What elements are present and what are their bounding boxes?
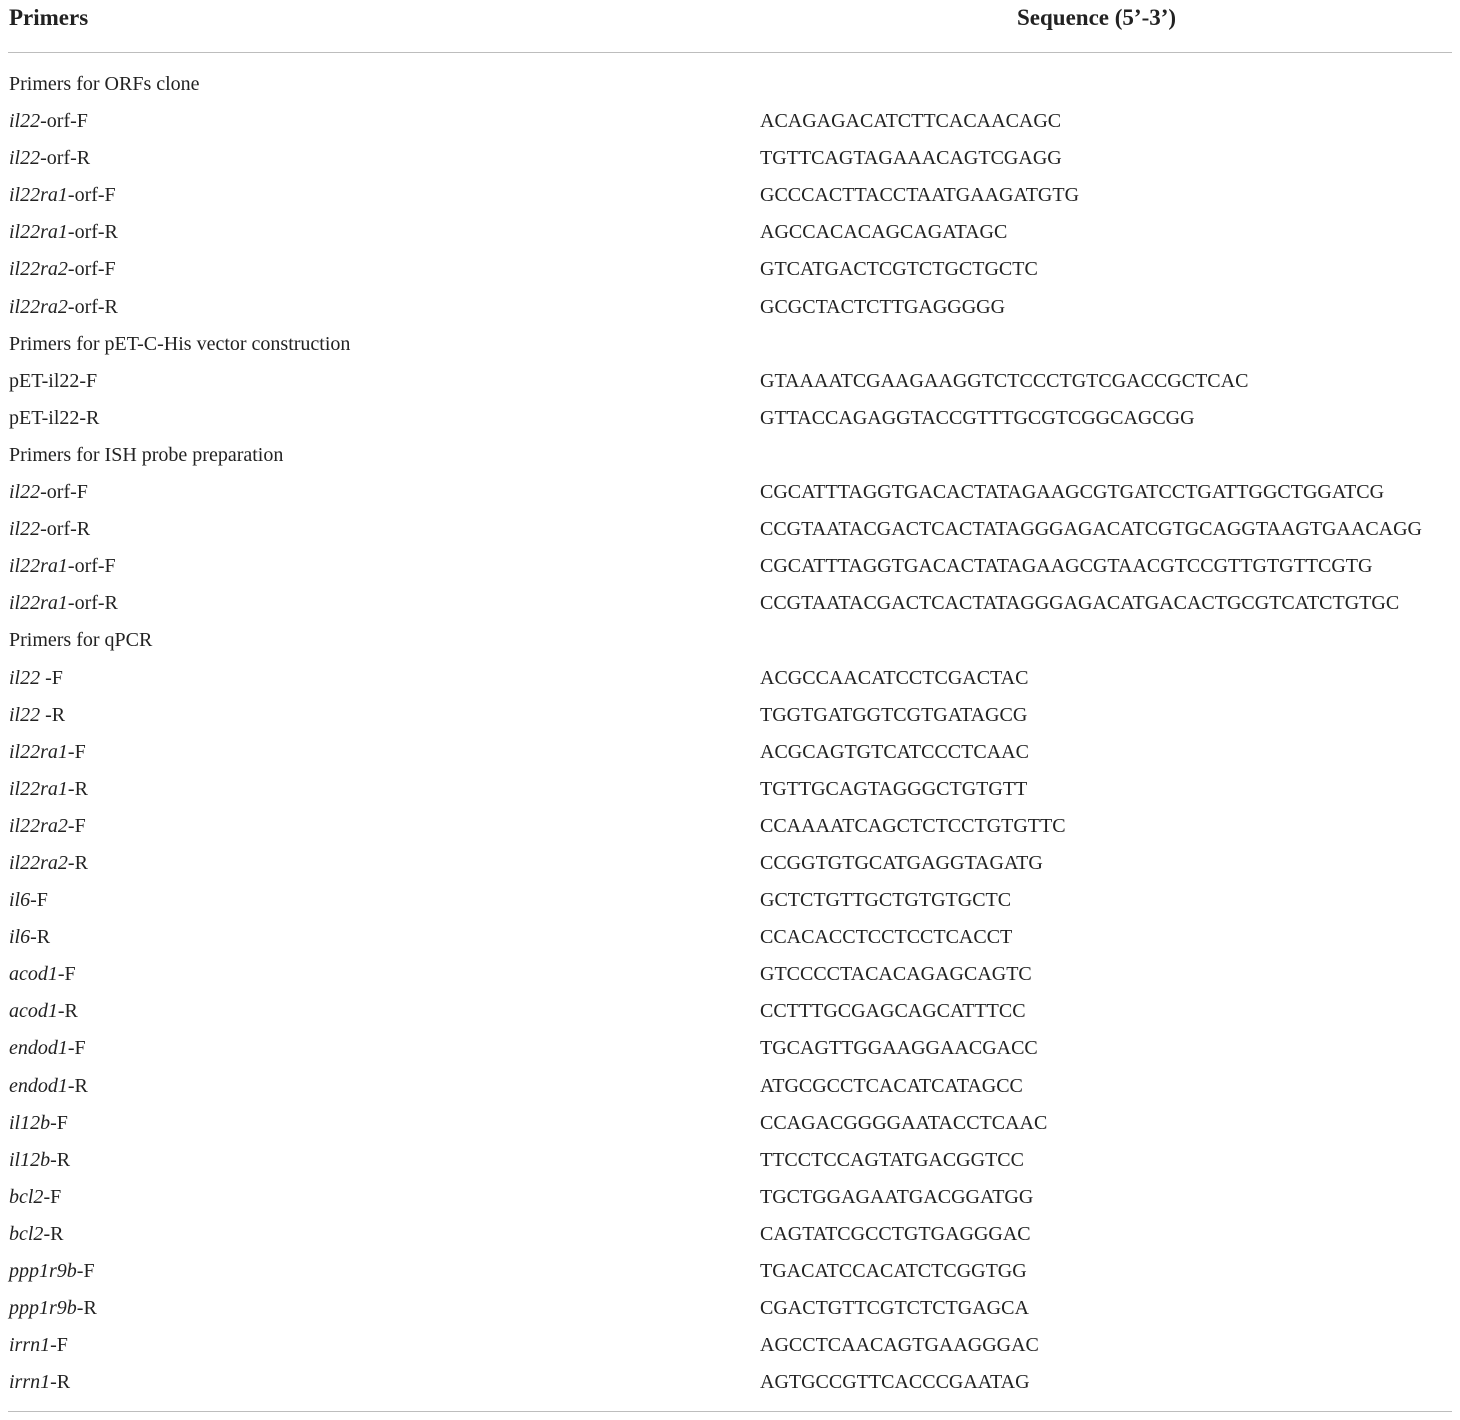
gene-symbol: il22ra2 [9, 814, 68, 837]
primer-name [9, 734, 86, 771]
section-label: Primers for ORFs clone [9, 73, 200, 95]
primer-sequence: ACGCAGTGTCATCCCTCAAC [760, 740, 1029, 763]
primer-name [9, 919, 50, 956]
gene-symbol: endod1 [9, 1074, 68, 1097]
primer-name [9, 845, 88, 882]
gene-symbol: ppp1r9b [9, 1297, 77, 1320]
primer-sequence: GCCCACTTACCTAATGAAGATGTG [760, 184, 1080, 207]
table-row [0, 548, 1460, 585]
primer-suffix: pET-il22-R [9, 406, 100, 429]
primer-sequence: TGACATCCACATCTCGGTGG [760, 1260, 1027, 1282]
primer-suffix: -R [50, 1371, 71, 1394]
section-label: Primers for qPCR [9, 629, 153, 652]
primer-suffix: -orf-F [40, 110, 88, 133]
primer-suffix: -R [67, 1074, 88, 1097]
gene-symbol: acod1 [9, 1000, 58, 1023]
gene-symbol: irrn1 [9, 1334, 51, 1357]
column-header-primers: Primers [9, 5, 89, 30]
primer-sequence: CCGGTGTGCATGAGGTAGATG [760, 851, 1043, 874]
gene-symbol: il22ra2 [9, 851, 68, 874]
primer-suffix: -F [43, 1185, 62, 1208]
section-row [0, 437, 1460, 474]
primer-suffix: -F [67, 814, 86, 837]
primer-name [9, 548, 116, 585]
table-row [0, 1030, 1460, 1067]
table-row [0, 771, 1460, 808]
primer-sequence: CCAGACGGGGAATACCTCAAC [760, 1111, 1048, 1134]
primer-suffix: -R [76, 1297, 97, 1320]
primer-suffix: -orf-R [67, 295, 118, 318]
gene-symbol: il22ra2 [9, 295, 68, 318]
table-row [0, 103, 1460, 140]
primer-name [9, 511, 90, 548]
table-row [0, 363, 1460, 400]
primer-suffix: -orf-R [40, 518, 91, 541]
table-row [0, 882, 1460, 919]
primer-name [9, 1364, 70, 1401]
primer-sequence: ACAGAGACATCTTCACAACAGC [760, 110, 1062, 133]
gene-symbol: il22ra1 [9, 221, 68, 244]
primer-name [9, 1142, 70, 1179]
gene-symbol: il22ra1 [9, 592, 68, 615]
primer-suffix: -R [50, 1148, 71, 1171]
table-row [0, 1253, 1460, 1290]
primer-name [9, 882, 48, 919]
primer-sequence: GCTCTGTTGCTGTGTGCTC [760, 889, 1012, 912]
primer-suffix: -R [30, 926, 51, 949]
primer-name [9, 1253, 95, 1290]
table-row [0, 1105, 1460, 1142]
primer-sequence: ATGCGCCTCACATCATAGCC [760, 1074, 1023, 1097]
table-row [0, 1068, 1460, 1105]
primer-name [9, 140, 90, 177]
primer-suffix: -R [57, 1000, 78, 1023]
primer-name [9, 1068, 88, 1105]
primer-name [9, 400, 99, 437]
gene-symbol: endod1 [9, 1037, 68, 1060]
primer-suffix: -R [40, 703, 66, 726]
table-row [0, 214, 1460, 251]
primer-suffix: -R [43, 1222, 64, 1245]
primer-sequence: CGCATTTAGGTGACACTATAGAAGCGTGATCCTGATTGGCTGGATCG [760, 481, 1385, 504]
gene-symbol: bcl2 [9, 1185, 44, 1208]
table-row [0, 808, 1460, 845]
gene-symbol: il6 [9, 889, 31, 912]
primer-suffix: -orf-F [67, 258, 116, 281]
section-row [0, 622, 1460, 659]
primer-sequence: TGCAGTTGGAAGGAACGACC [760, 1037, 1038, 1060]
primer-suffix: -orf-R [40, 147, 91, 170]
table-body [0, 53, 1460, 1401]
table-row [0, 1364, 1460, 1401]
primer-suffix: -F [67, 1037, 86, 1060]
primer-sequence: TTCCTCCAGTATGACGGTCC [760, 1148, 1024, 1171]
primer-name [9, 771, 88, 808]
section-label: Primers for ISH probe preparation [9, 443, 284, 466]
table-row [0, 1179, 1460, 1216]
primer-name [9, 1030, 86, 1067]
primer-sequence: CCGTAATACGACTCACTATAGGGAGACATCGTGCAGGTAAGTGAACAGG [760, 518, 1422, 541]
primer-name [9, 993, 78, 1030]
primer-suffix: -orf-R [67, 592, 118, 615]
primer-sequence: TGTTGCAGTAGGGCTGTGTT [760, 777, 1028, 800]
primer-sequence: GTCCCCTACACAGAGCAGTC [760, 963, 1032, 986]
primer-name [9, 177, 116, 214]
section-label: Primers for pET-C-His vector construction [9, 332, 351, 355]
gene-symbol: ppp1r9b [9, 1260, 77, 1282]
gene-symbol: il22ra1 [9, 555, 68, 578]
primer-sequence: GCGCTACTCTTGAGGGGG [760, 295, 1006, 318]
gene-symbol: il12b [9, 1148, 51, 1171]
gene-symbol: il22 [9, 666, 41, 689]
table-row [0, 289, 1460, 326]
primer-name [9, 363, 97, 400]
gene-symbol: acod1 [9, 963, 58, 986]
table-row [0, 400, 1460, 437]
gene-symbol: il22 [9, 147, 41, 170]
table-row [0, 660, 1460, 697]
primer-sequence: AGCCTCAACAGTGAAGGGAC [760, 1334, 1039, 1357]
table-row [0, 585, 1460, 622]
primer-suffix: -R [67, 777, 88, 800]
primer-name [9, 585, 118, 622]
primer-suffix: -F [76, 1260, 95, 1282]
primer-name [9, 289, 118, 326]
primer-sequence: CCACACCTCCTCCTCACCT [760, 926, 1013, 949]
primer-suffix: -orf-F [67, 184, 116, 207]
table-row [0, 1327, 1460, 1364]
table-row [0, 474, 1460, 511]
gene-symbol: il22 [9, 481, 41, 504]
table-row [0, 1290, 1460, 1327]
section-row [0, 66, 1460, 103]
primer-suffix: -orf-F [40, 481, 88, 504]
table-row [0, 845, 1460, 882]
primer-name [9, 697, 65, 734]
primer-name [9, 1179, 61, 1216]
primer-sequence: CGACTGTTCGTCTCTGAGCA [760, 1297, 1029, 1320]
primer-sequence: GTCATGACTCGTCTGCTGCTC [760, 258, 1038, 281]
primer-sequence: CCTTTGCGAGCAGCATTTCC [760, 1000, 1026, 1023]
primer-suffix: -F [30, 889, 48, 912]
primer-sequence: AGCCACACAGCAGATAGC [760, 221, 1008, 244]
table-row [0, 734, 1460, 771]
primer-name [9, 1327, 68, 1364]
primer-name [9, 1290, 97, 1327]
gene-symbol: il6 [9, 926, 31, 949]
primer-name [9, 103, 88, 140]
primer-suffix: pET-il22-F [9, 369, 98, 392]
table-header [8, 0, 1452, 53]
bottom-rule [8, 1411, 1452, 1412]
primer-suffix: -F [50, 1111, 68, 1134]
gene-symbol: bcl2 [9, 1222, 44, 1245]
primer-name [9, 956, 76, 993]
gene-symbol: il22ra1 [9, 777, 68, 800]
primer-name [9, 474, 88, 511]
primer-sequence: CAGTATCGCCTGTGAGGGAC [760, 1222, 1031, 1245]
primer-sequence: CGCATTTAGGTGACACTATAGAAGCGTAACGTCCGTTGTGTTCGTG [760, 555, 1373, 578]
table-row [0, 511, 1460, 548]
primer-name [9, 1105, 68, 1142]
gene-symbol: irrn1 [9, 1371, 51, 1394]
primer-name [9, 808, 86, 845]
gene-symbol: il22 [9, 110, 41, 133]
primer-sequence: TGGTGATGGTCGTGATAGCG [760, 703, 1028, 726]
primer-sequence: ACGCCAACATCCTCGACTAC [760, 666, 1029, 689]
table-row [0, 697, 1460, 734]
primer-sequence: CCAAAATCAGCTCTCCTGTGTTC [760, 814, 1066, 837]
primer-sequence: TGTTCAGTAGAAACAGTCGAGG [760, 147, 1062, 170]
table-row [0, 993, 1460, 1030]
primer-suffix: -F [50, 1334, 68, 1357]
primer-suffix: -F [40, 666, 63, 689]
gene-symbol: il22ra2 [9, 258, 68, 281]
primer-name [9, 660, 63, 697]
primer-suffix: -orf-R [67, 221, 118, 244]
primer-name [9, 251, 116, 288]
primer-name [9, 1216, 63, 1253]
primer-suffix: -orf-F [67, 555, 116, 578]
primer-suffix: -F [67, 740, 86, 763]
table-row [0, 919, 1460, 956]
table-row [0, 1216, 1460, 1253]
section-row [0, 326, 1460, 363]
primer-suffix: -R [67, 851, 88, 874]
primer-suffix: -F [57, 963, 76, 986]
table-row [0, 177, 1460, 214]
table-row [0, 1142, 1460, 1179]
primer-sequence: TGCTGGAGAATGACGGATGG [760, 1185, 1034, 1208]
gene-symbol: il22ra1 [9, 184, 68, 207]
primer-sequence: GTTACCAGAGGTACCGTTTGCGTCGGCAGCGG [760, 406, 1195, 429]
table-row [0, 956, 1460, 993]
column-header-sequence: Sequence (5’-3’) [1017, 5, 1177, 30]
gene-symbol: il12b [9, 1111, 51, 1134]
primer-name [9, 214, 118, 251]
primer-sequence: AGTGCCGTTCACCCGAATAG [760, 1371, 1030, 1394]
primer-sequence: CCGTAATACGACTCACTATAGGGAGACATGACACTGCGTCATCTGTGC [760, 592, 1400, 615]
gene-symbol: il22 [9, 518, 41, 541]
primer-sequence: GTAAAATCGAAGAAGGTCTCCCTGTCGACCGCTCAC [760, 369, 1249, 392]
gene-symbol: il22 [9, 703, 41, 726]
table-row [0, 140, 1460, 177]
table-row [0, 251, 1460, 288]
gene-symbol: il22ra1 [9, 740, 68, 763]
